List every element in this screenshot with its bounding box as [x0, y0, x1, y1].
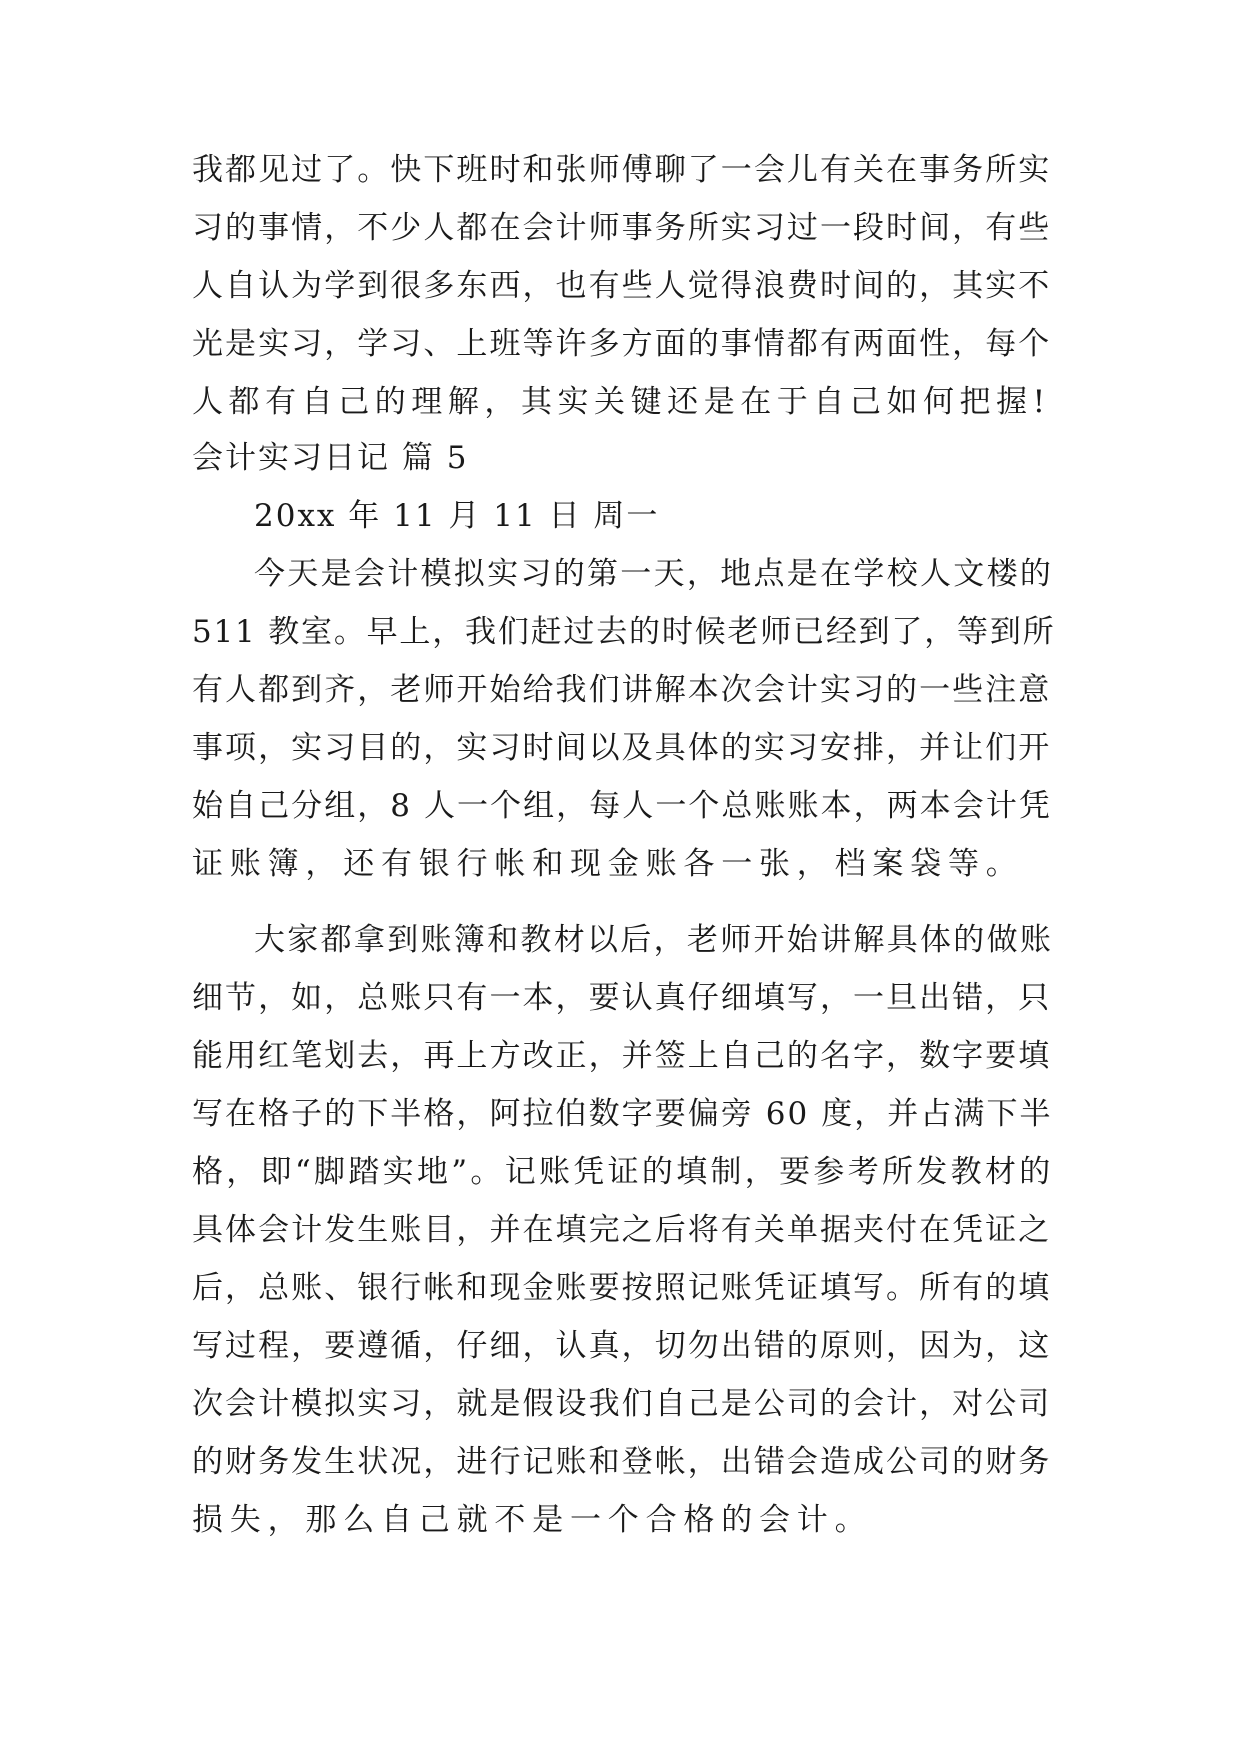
- date-line: 20xx 年 11 月 11 日 周一: [254, 498, 660, 534]
- paragraph-3-line-5: 格，即“脚踏实地”。记账凭证的填制，要参考所发教材的: [192, 1154, 1054, 1190]
- paragraph-2-line-2: 511 教室。早上，我们赶过去的时候老师已经到了，等到所: [192, 614, 1056, 650]
- paragraph-1-line-5: 人都有自己的理解，其实关键还是在于自己如何把握!: [192, 384, 1051, 420]
- paragraph-1-line-3: 人自认为学到很多东西，也有些人觉得浪费时间的，其实不: [192, 268, 1052, 304]
- paragraph-3-line-2: 细节，如，总账只有一本，要认真仔细填写，一旦出错，只: [192, 980, 1052, 1016]
- paragraph-3-line-3: 能用红笔划去，再上方改正，并签上自己的名字，数字要填: [192, 1038, 1052, 1074]
- paragraph-3-line-4: 写在格子的下半格，阿拉伯数字要偏旁 60 度，并占满下半: [192, 1096, 1053, 1132]
- paragraph-2-line-6: 证账簿，还有银行帐和现金账各一张，档案袋等。: [192, 846, 1024, 882]
- paragraph-3-line-7: 后，总账、银行帐和现金账要按照记账凭证填写。所有的填: [192, 1270, 1052, 1306]
- section-title: 会计实习日记 篇 5: [192, 440, 469, 476]
- paragraph-3-line-1: 大家都拿到账簿和教材以后，老师开始讲解具体的做账: [254, 922, 1054, 958]
- paragraph-3-line-11: 损失，那么自己就不是一个合格的会计。: [192, 1502, 873, 1538]
- paragraph-1-line-4: 光是实习，学习、上班等许多方面的事情都有两面性，每个: [192, 326, 1052, 362]
- paragraph-2-line-4: 事项，实习目的，实习时间以及具体的实习安排，并让们开: [192, 730, 1052, 766]
- paragraph-2-line-1: 今天是会计模拟实习的第一天，地点是在学校人文楼的: [254, 556, 1054, 592]
- paragraph-2-line-3: 有人都到齐，老师开始给我们讲解本次会计实习的一些注意: [192, 672, 1052, 708]
- paragraph-3-line-8: 写过程，要遵循，仔细，认真，切勿出错的原则，因为，这: [192, 1328, 1052, 1364]
- paragraph-2-line-5: 始自己分组，8 人一个组，每人一个总账账本，两本会计凭: [192, 788, 1052, 824]
- paragraph-3-line-6: 具体会计发生账目，并在填完之后将有关单据夹付在凭证之: [192, 1212, 1052, 1248]
- paragraph-3-line-10: 的财务发生状况，进行记账和登帐，出错会造成公司的财务: [192, 1444, 1052, 1480]
- paragraph-3-line-9: 次会计模拟实习，就是假设我们自己是公司的会计，对公司: [192, 1386, 1052, 1422]
- paragraph-1-line-1: 我都见过了。快下班时和张师傅聊了一会儿有关在事务所实: [192, 152, 1052, 188]
- paragraph-1-line-2: 习的事情，不少人都在会计师事务所实习过一段时间，有些: [192, 210, 1052, 246]
